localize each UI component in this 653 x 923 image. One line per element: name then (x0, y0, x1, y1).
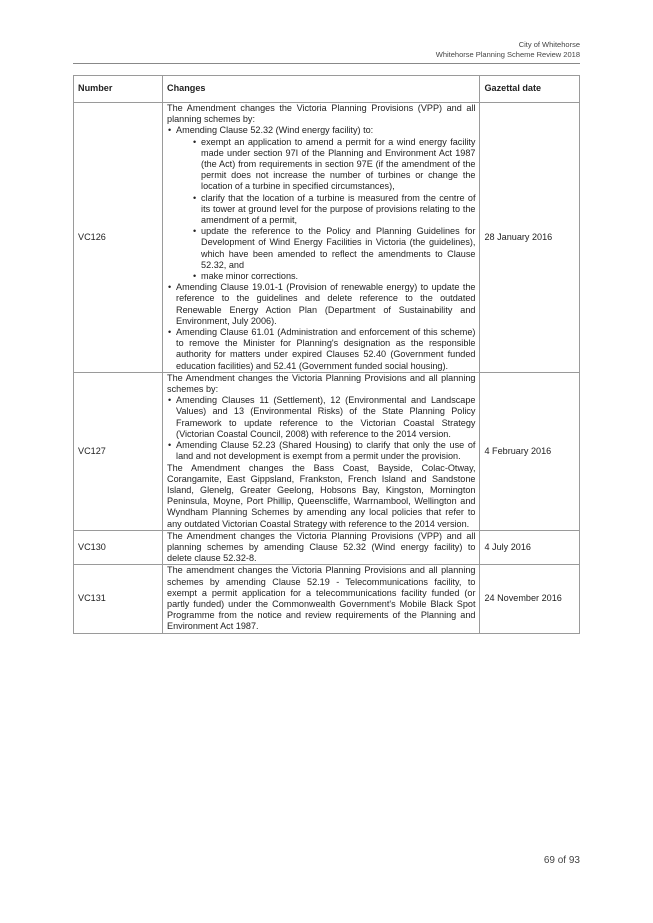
changes-cell (163, 372, 480, 530)
changes-list (167, 395, 475, 462)
gazettal-date-cell: 24 November 2016 (480, 565, 580, 633)
sublist-item-text: clarify that the location of a turbine is measured from the centre of its tower at ground level for the purpose of provisions relating to the amendment of a permit, (201, 192, 476, 226)
amendment-number-cell: VC126 (74, 103, 163, 373)
list-item-text: Amending Clause 61.01 (Administration and enforcement of this scheme) to remove the Minister for Planning's designation as the responsible authority for matters under expired Clauses 52.40 (Government funded education facilities) and 52.41 (Government funded social housing). (176, 327, 476, 371)
bullet-icon: • (168, 395, 172, 406)
changes-intro: The amendment changes the Victoria Planning Provisions and all planning schemes by amending Clause 52.19 - Telecommunications facility, to exempt a permit application for a telecommunications facility funded (or partly funded) under the Commonwealth Government's Mobile Black Spot Programme from the notice and review requirements of the Planning and Environment Act 1987. (167, 565, 476, 632)
table-row (74, 530, 580, 565)
header-divider (73, 63, 580, 64)
list-item (167, 282, 475, 327)
sublist-item (176, 193, 475, 227)
changes-intro: The Amendment changes the Victoria Planning Provisions and all planning schemes by: (167, 372, 476, 395)
sublist-item (176, 137, 475, 193)
header-org: City of Whitehorse (518, 40, 580, 49)
list-item-text: Amending Clause 52.32 (Wind energy facility) to: (176, 125, 374, 136)
list-item-text: Amending Clause 19.01-1 (Provision of renewable energy) to update the reference to the guidelines and delete reference to the outdated Renewable Energy Action Plan (Department of Sustainability and Environment, July 2006). (176, 282, 476, 326)
sublist-item (176, 271, 475, 282)
bullet-icon: • (168, 125, 172, 136)
column-header-number: Number (74, 76, 163, 103)
bullet-icon: • (193, 226, 197, 237)
changes-list (167, 125, 475, 371)
list-item (167, 395, 475, 440)
changes-cell (163, 565, 480, 633)
amendment-number-cell: VC130 (74, 530, 163, 565)
bullet-icon: • (193, 271, 197, 282)
gazettal-date-cell: 28 January 2016 (480, 103, 580, 373)
bullet-icon: • (168, 440, 172, 451)
column-header-changes: Changes (163, 76, 480, 103)
column-header-gazettal-date: Gazettal date (480, 76, 580, 103)
amendments-table (73, 75, 580, 634)
bullet-icon: • (193, 192, 197, 203)
gazettal-date-cell: 4 February 2016 (480, 372, 580, 530)
gazettal-date-cell: 4 July 2016 (480, 530, 580, 565)
list-item-text: Amending Clauses 11 (Settlement), 12 (Environmental and Landscape Values) and 13 (Environmental Risks) of the State Planning Policy Framework to update reference to the Victorian Coastal Strategy (Victorian Coastal Council, 2008) with reference to the 2014 version. (176, 395, 476, 439)
sublist-item-text: exempt an application to amend a permit for a wind energy facility made under section 97I of the Planning and Environment Act 1987 (the Act) from requirements in section 97E (if the amendment of the permit does not increase the number of turbines or change the location of a turbine in specified circumstances), (201, 136, 476, 192)
bullet-icon: • (168, 282, 172, 293)
changes-intro: The Amendment changes the Victoria Planning Provisions (VPP) and all planning schemes by: (167, 103, 476, 125)
changes-outro: The Amendment changes the Bass Coast, Bayside, Colac-Otway, Corangamite, East Gippsland, Frankston, French Island and Sandstone Island, Glenelg, Greater Geelong, Hobsons Bay, Kingston, Mornington Peninsula, Moyne, Port Phillip, Queenscliffe, Warrnambool, Wellington and Wyndham Planning Schemes by amending any local policies that refer to any outdated Victorian Coastal Strategy with reference to the 2014 version. (167, 462, 476, 529)
list-item (167, 327, 475, 372)
table-row (74, 372, 580, 530)
bullet-icon: • (193, 136, 197, 147)
list-item (167, 125, 475, 282)
changes-intro: The Amendment changes the Victoria Planning Provisions (VPP) and all planning schemes by amending Clause 52.32 (Wind energy facility) to delete clause 52.32-8. (167, 530, 476, 564)
changes-cell (163, 530, 480, 565)
list-item-text: Amending Clause 52.23 (Shared Housing) to clarify that only the use of land and not development is exempt from a permit under the provision. (176, 440, 476, 462)
page-header (436, 40, 580, 60)
page-number: 69 of 93 (543, 855, 580, 866)
header-doc-title: Whitehorse Planning Scheme Review 2018 (435, 50, 580, 59)
changes-sublist (176, 137, 475, 283)
table-row (74, 103, 580, 373)
table-row (74, 565, 580, 633)
amendment-number-cell: VC127 (74, 372, 163, 530)
sublist-item-text: make minor corrections. (201, 271, 299, 282)
sublist-item-text: update the reference to the Policy and Planning Guidelines for Development of Wind Energy Facilities in Victoria (the guidelines), which have been amended to reflect the amendments to Clause 52.32, and (201, 226, 476, 270)
table-header-row (74, 76, 580, 103)
list-item (167, 440, 475, 462)
amendment-number-cell: VC131 (74, 565, 163, 633)
changes-cell (163, 103, 480, 373)
sublist-item (176, 226, 475, 271)
bullet-icon: • (168, 327, 172, 338)
